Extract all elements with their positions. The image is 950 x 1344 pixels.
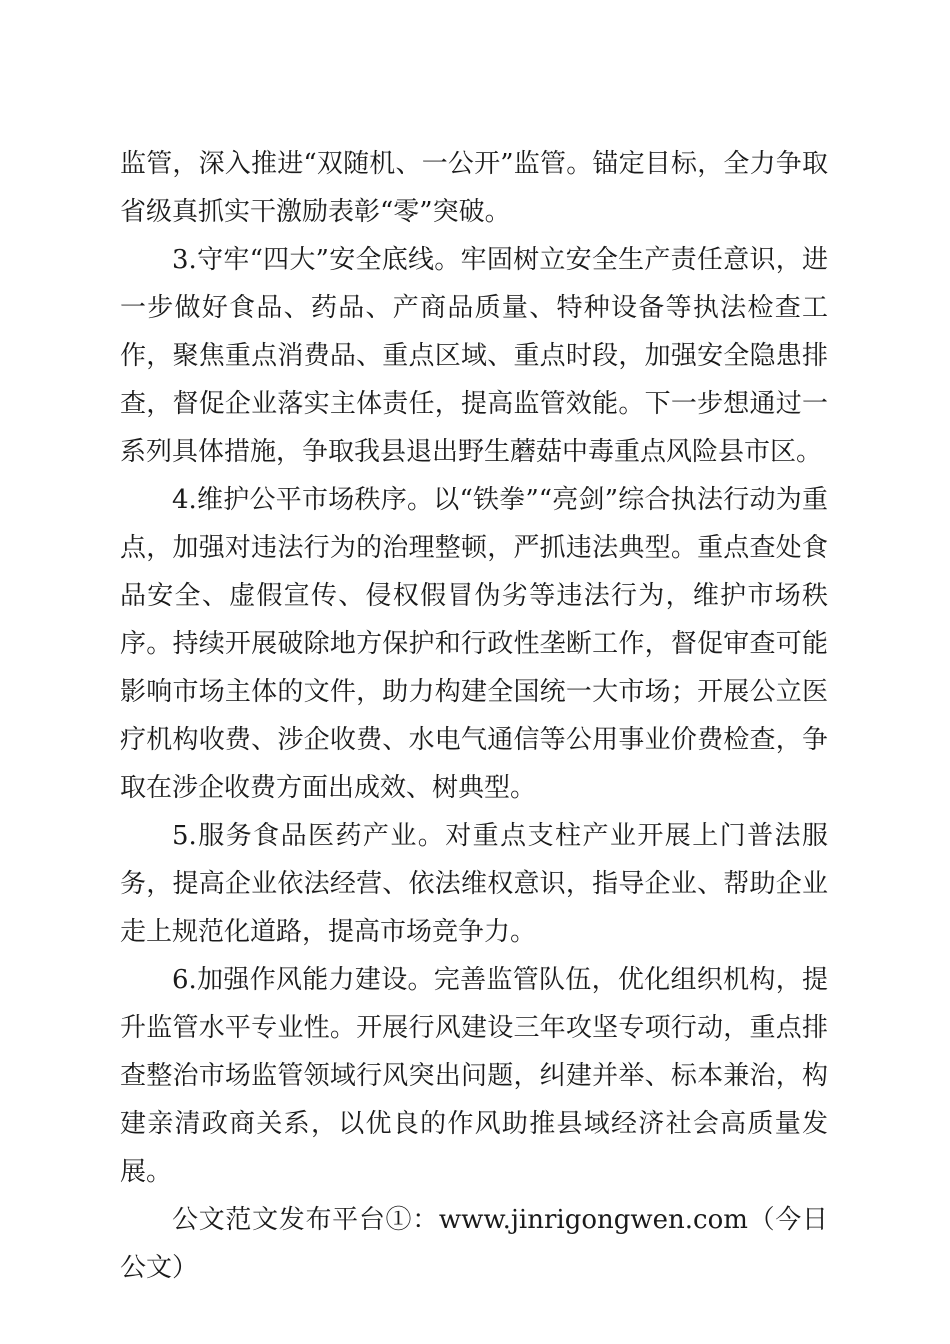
document-body — [120, 140, 828, 1292]
paragraph-item-6: 6.加强作风能力建设。完善监管队伍，优化组织机构，提升监管水平专业性。开展行风建设三年攻坚专项行动，重点排查整治市场监管领域行风突出问题，纠建并举、标本兼治，构建亲清政商关系，以优良的作风助推县域经济社会高质量发展。 — [120, 965, 828, 1187]
footer-source-line: 公文范文发布平台①：www.jinrigongwen.com（今日公文） — [120, 1205, 828, 1283]
paragraph-item-3: 3.守牢“四大”安全底线。牢固树立安全生产责任意识，进一步做好食品、药品、产商品质量、特种设备等执法检查工作，聚焦重点消费品、重点区域、重点时段，加强安全隐患排查，督促企业落实主体责任，提高监管效能。下一步想通过一系列具体措施，争取我县退出野生蘑菇中毒重点风险县市区。 — [120, 245, 828, 467]
paragraph-item-4: 4.维护公平市场秩序。以“铁拳”“亮剑”综合执法行动为重点，加强对违法行为的治理整顿，严抓违法典型。重点查处食品安全、虚假宣传、侵权假冒伪劣等违法行为，维护市场秩序。持续开展破除地方保护和行政性垄断工作，督促审查可能影响市场主体的文件，助力构建全国统一大市场；开展公立医疗机构收费、涉企收费、水电气通信等公用事业价费检查，争取在涉企收费方面出成效、树典型。 — [120, 485, 828, 803]
paragraph-item-5: 5.服务食品医药产业。对重点支柱产业开展上门普法服务，提高企业依法经营、依法维权意识，指导企业、帮助企业走上规范化道路，提高市场竞争力。 — [120, 821, 828, 947]
paragraph-continuation: 监管，深入推进“双随机、一公开”监管。锚定目标，全力争取省级真抓实干激励表彰“零”突破。 — [120, 149, 828, 227]
